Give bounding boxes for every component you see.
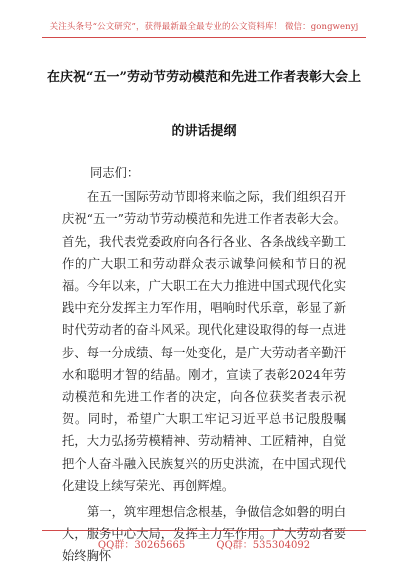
document-body	[62, 162, 346, 568]
body-paragraph: 第一，筑牢理想信念根基，争做信念如磐的明白人，服务中心大局，发挥主力军作用。广大劳动者要始终胸怀	[62, 505, 346, 564]
document-title: 在庆祝“五一”劳动节劳动模范和先进工作者表彰大会上	[47, 70, 361, 85]
footer-qq-group-1: QQ群：30265665	[97, 540, 186, 551]
footer-divider	[42, 530, 366, 531]
footer-qq-group-2: QQ群：535304092	[216, 540, 311, 551]
document-subtitle: 的讲话提纲	[171, 124, 237, 139]
footer-contacts	[0, 536, 408, 551]
body-paragraph: 在五一国际劳动节即将来临之际，我们组织召开庆祝“五一”劳动节劳动模范和先进工作者表彰大会。首先，我代表党委政府向各行各业、各条战线辛勤工作的广大职工和劳动群众表示诚挚问候和节日的祝福。今年以来，广大职工在大力推进中国式现代化实践中充分发挥主力军作用，唱响时代乐章，彰显了新时代劳动者的奋斗风采。现代化建设取得的每一点进步、每一分成绩、每一处变化，是广大劳动者辛勤汗水和聪明才智的结晶。刚才，宣读了表彰2024年劳动模范和先进工作者的决定，向各位获奖者表示祝贺。同时，希望广大职工牢记习近平总书记殷殷嘱托，大力弘扬劳模精神、劳动精神、工匠精神，自觉把个人奋斗融入民族复兴的历史洪流，在中国式现代化建设上续写荣光、再创辉煌。	[62, 190, 346, 493]
header-notice: 关注头条号“公文研究”，获得最新最全最专业的公文资料库！ 微信：gongwenyj	[49, 22, 359, 32]
header-divider	[42, 37, 366, 38]
salutation: 同志们：	[90, 166, 140, 180]
